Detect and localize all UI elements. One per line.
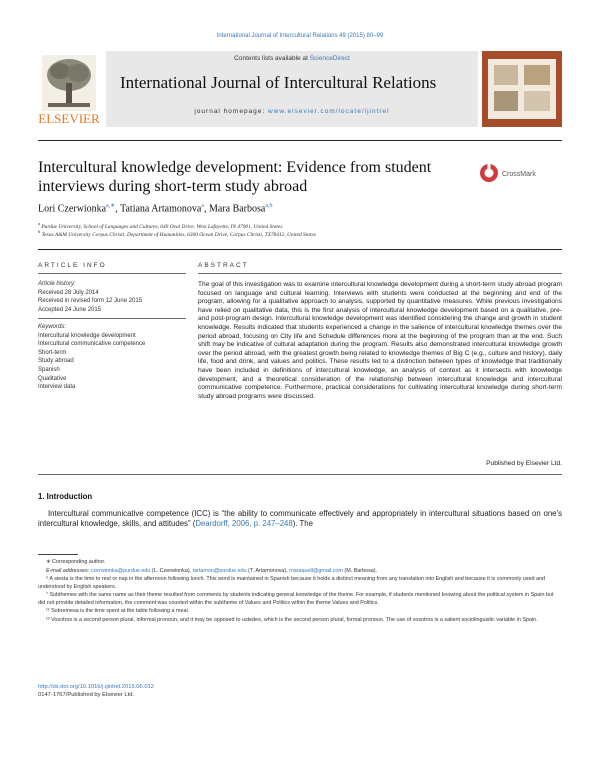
history-item: Received in revised form 12 June 2015 xyxy=(38,298,143,305)
history-item: Accepted 24 June 2015 xyxy=(38,306,102,313)
keyword: Study abroad xyxy=(38,358,74,365)
elsevier-wordmark: ELSEVIER xyxy=(38,111,100,126)
author-name[interactable]: Lori Czerwionka xyxy=(38,203,107,215)
journal-title: International Journal of Intercultural Relations xyxy=(120,73,437,92)
journal-homepage: journal homepage: www.elsevier.com/locate/ijintrel xyxy=(194,108,390,115)
header-rule xyxy=(38,140,562,141)
affiliation: $^a$ Purdue University, School of Languages and Cultures, 640 Oval Drive, West Lafayette, IN 47901, United States xyxy=(38,221,283,230)
abstract-rule xyxy=(198,273,562,274)
history-item: Received 28 July 2014 xyxy=(38,289,99,296)
cover-image-icon xyxy=(488,59,556,119)
author-name[interactable]: Mara Barbosa xyxy=(208,203,266,215)
history-rule xyxy=(38,318,186,319)
introduction-paragraph: Intercultural communicative competence (ICC) is “the ability to communicate effectively and appropriately in intercultural situations based on one’s intercultural knowledge, skills, and attitudes” (Deardorff, 2006, p. 247–248). The xyxy=(38,509,562,529)
keyword: Intercultural knowledge development xyxy=(38,332,136,339)
keyword: Spanish xyxy=(38,366,60,373)
article-info-rule xyxy=(38,273,186,274)
footnote: ⁵ A siesta is the time to rest or nap in the afternoon following lunch. This word is maintained in Spanish because it holds a distinct meaning from any translation into English and because it is commonly used and understood by English speakers. xyxy=(38,576,545,590)
article-history xyxy=(38,280,142,314)
elsevier-tree-icon xyxy=(38,53,100,127)
keywords xyxy=(38,323,145,392)
footnote: ¹³ Vosotros is a second person plural, informal pronoun, and it may be opposed to ustedes, which is the second person plural, formal pronoun. The use of vosotros is a salient sociolinguistic variable in Spain. xyxy=(46,616,538,623)
abstract-end-rule xyxy=(38,474,562,475)
journal-cover-thumbnail xyxy=(482,51,562,127)
keyword: Short-term xyxy=(38,349,67,356)
crossmark-icon xyxy=(478,162,562,184)
copyright-line: 0147-1767/Published by Elsevier Ltd. xyxy=(38,692,135,698)
footnote-rule xyxy=(38,554,78,555)
sciencedirect-link[interactable]: ScienceDirect xyxy=(309,55,350,62)
citation-link[interactable]: Deardorff, 2006, p. 247–248 xyxy=(195,519,293,529)
footnote: ⁷ Subthemes with the same name as their theme resulted from comments by students indicating general knowledge of the theme. For example, if students mentioned knowing about the political system in Spain but did not provide detailed information, the comment was counted within the subtheme of Values and Politics within the theme Values and Politics. xyxy=(38,592,554,606)
journal-header xyxy=(38,51,562,131)
footnote: ¹² Sobremesa is the time spent at the table following a meal. xyxy=(46,608,190,614)
keyword: Qualitative xyxy=(38,375,67,382)
email-link[interactable]: czerwionka@purdue.edu xyxy=(90,567,151,574)
crossmark-badge[interactable] xyxy=(478,162,562,184)
footnote-emails: E-mail addresses: czerwionka@purdue.edu (L. Czerwionka), tartamon@purdue.edu (T. Artamonova), maraquell@gmail.com (M. Barbosa). xyxy=(46,567,378,574)
email-link[interactable]: tartamon@purdue.edu xyxy=(192,567,247,574)
abstract-heading: ABSTRACT xyxy=(198,262,249,269)
doi-block xyxy=(38,683,154,699)
footnotes xyxy=(38,559,562,625)
affiliation-rule xyxy=(38,249,562,250)
crossmark-label: CrossMark xyxy=(502,171,536,178)
keyword: Interview data xyxy=(38,384,76,391)
history-label: Article history: xyxy=(38,281,76,287)
author-list: Lori Czerwionka$^{a,∗}$, Tatiana Artamonova$^a$, Mara Barbosa$^{a,b}$ xyxy=(38,203,273,215)
journal-banner xyxy=(106,51,478,127)
article-title: Intercultural knowledge development: Evidence from student interviews during short-term study abroad xyxy=(38,159,432,195)
affiliation: $^b$ Texas A&M University Corpus Christi, Department of Humanities, 6300 Ocean Drive, Corpus Christi, TX78412, United States xyxy=(38,229,316,238)
citation-line[interactable]: International Journal of Intercultural Relations 49 (2015) 80–99 xyxy=(216,33,384,39)
published-by: Published by Elsevier Ltd. xyxy=(486,460,562,467)
elsevier-logo xyxy=(38,53,100,127)
keyword: Intercultural communicative competence xyxy=(38,341,146,348)
author-name[interactable]: Tatiana Artamonova xyxy=(120,203,202,215)
doi-link[interactable]: http://dx.doi.org/10.1016/j.ijintrel.2015.06.012 xyxy=(38,684,155,690)
abstract-text: The goal of this investigation was to examine intercultural knowledge development during a short-term study abroad program focused on language and cultural learning. Interviews with students were conducted at the beginning and end of the program, allowing for a qualitative approach to analysis, supported by quantitative measures. While previous investigations have relied on qualitative data, this is the first analysis of intercultural knowledge development based on a qualitative, pre- and post-program design. Intercultural knowledge development was identified considering the change and growth in student knowledge. Results indicated that students experienced a change in the salience of intercultural knowledge themes over the period abroad, focusing on City life and Schedule differences more at the beginning of the program than at the end. Such shift may be indicative of cultural adaptation during the program. Results also demonstrated intercultural knowledge growth over the period abroad, with the greatest growth being related to knowledge themes of Big C (e.g., culture and history), daily life, food and drink, and values and politics. These results led to a distinction between types of knowledge that traditionally have been included in definitions of intercultural knowledge, an analysis of context as it intersects with knowledge development, and a theoretical consideration of the relationship between intercultural knowledge and intercultural communicative competence. Furthermore, practical considerations for cultivating intercultural knowledge during short-term study abroad programs were discussed. xyxy=(198,281,562,400)
section-heading-introduction: 1. Introduction xyxy=(38,492,93,501)
email-link[interactable]: maraquell@gmail.com xyxy=(289,567,343,574)
contents-line: Contents lists available at ScienceDirect xyxy=(234,55,350,62)
keywords-label: Keywords: xyxy=(38,324,67,330)
journal-homepage-link[interactable]: www.elsevier.com/locate/ijintrel xyxy=(268,108,390,115)
footnote-corresponding: ∗ Corresponding author. xyxy=(46,559,106,565)
article-info-heading: ARTICLE INFO xyxy=(38,262,107,269)
